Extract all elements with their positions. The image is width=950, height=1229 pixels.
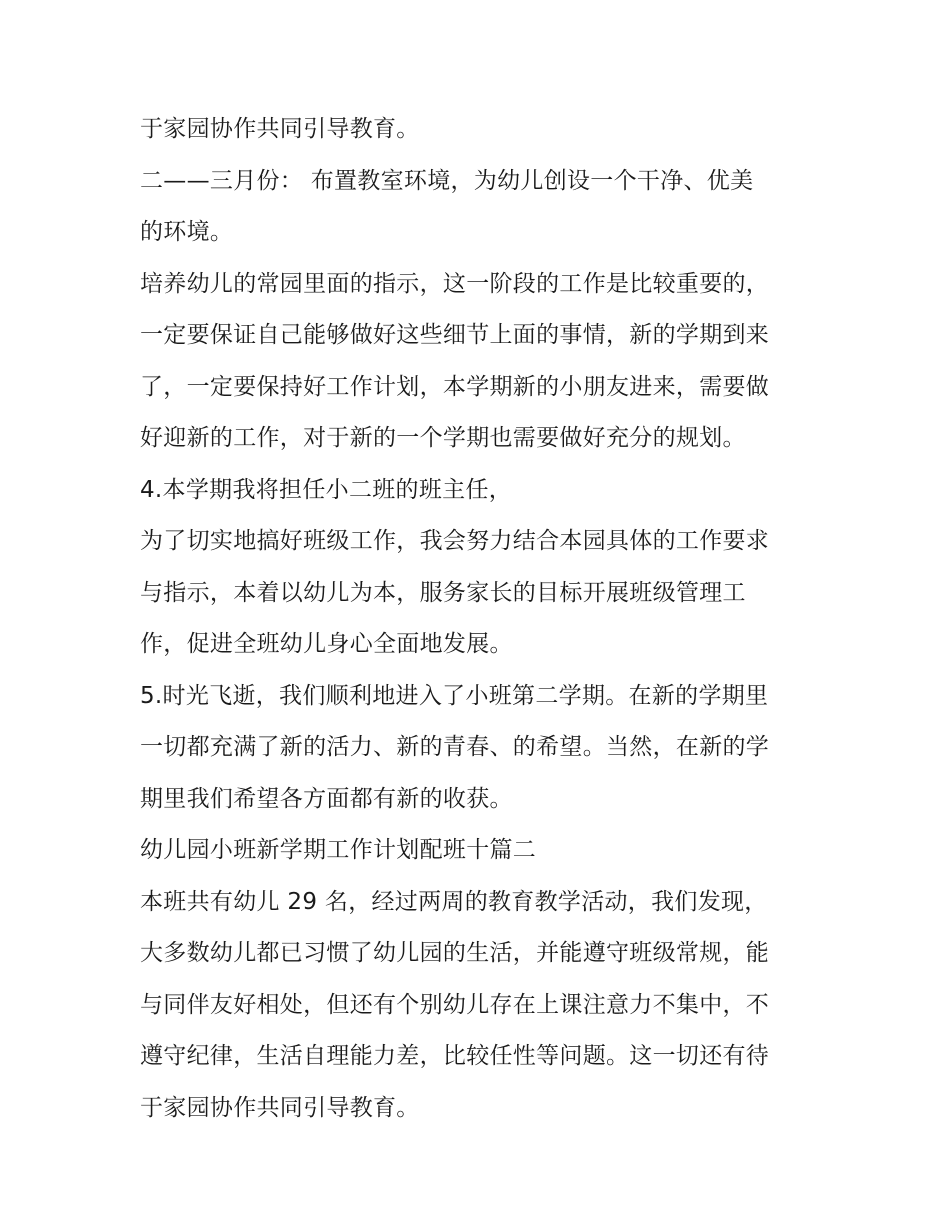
text-line: 于家园协作共同引导教育。 — [140, 116, 420, 142]
text-line: 本班共有幼儿 29 名，经过两周的教育教学活动，我们发现， — [140, 888, 768, 915]
document-body — [140, 104, 820, 1134]
text-line: 为了切实地搞好班级工作，我会努力结合本园具体的工作要求 — [140, 528, 770, 554]
text-line: 好迎新的工作，对于新的一个学期也需要做好充分的规划。 — [140, 425, 746, 451]
text-line: 与同伴友好相处，但还有个别幼儿存在上课注意力不集中，不 — [140, 991, 770, 1018]
text-line: 大多数幼儿都已习惯了幼儿园的生活，并能遵守班级常规，能 — [140, 940, 770, 966]
text-line: 二——三月份： 布置教室环境，为幼儿创设一个干净、优美 — [140, 167, 754, 194]
text-line: 一定要保证自己能够做好这些细节上面的事情，新的学期到来 — [140, 322, 770, 348]
text-line: 作，促进全班幼儿身心全面地发展。 — [140, 631, 513, 657]
text-line: 4.本学期我将担任小二班的班主任， — [140, 476, 513, 503]
text-line: 期里我们希望各方面都有新的收获。 — [140, 785, 513, 812]
text-line: 了，一定要保持好工作计划，本学期新的小朋友进来，需要做 — [140, 373, 770, 400]
text-line: 遵守纪律，生活自理能力差，比较任性等问题。这一切还有待 — [140, 1043, 770, 1069]
text-line: 的环境。 — [140, 219, 234, 245]
text-line: 与指示，本着以幼儿为本，服务家长的目标开展班级管理工 — [140, 579, 746, 606]
text-line: 5.时光飞逝，我们顺利地进入了小班第二学期。在新的学期里 — [140, 682, 769, 709]
text-line: 于家园协作共同引导教育。 — [140, 1094, 420, 1121]
text-line: 一切都充满了新的活力、新的青春、的希望。当然，在新的学 — [140, 734, 770, 760]
text-line: 培养幼儿的常园里面的指示，这一阶段的工作是比较重要的， — [140, 270, 770, 297]
section-heading: 幼儿园小班新学期工作计划配班十篇二 — [140, 837, 537, 863]
